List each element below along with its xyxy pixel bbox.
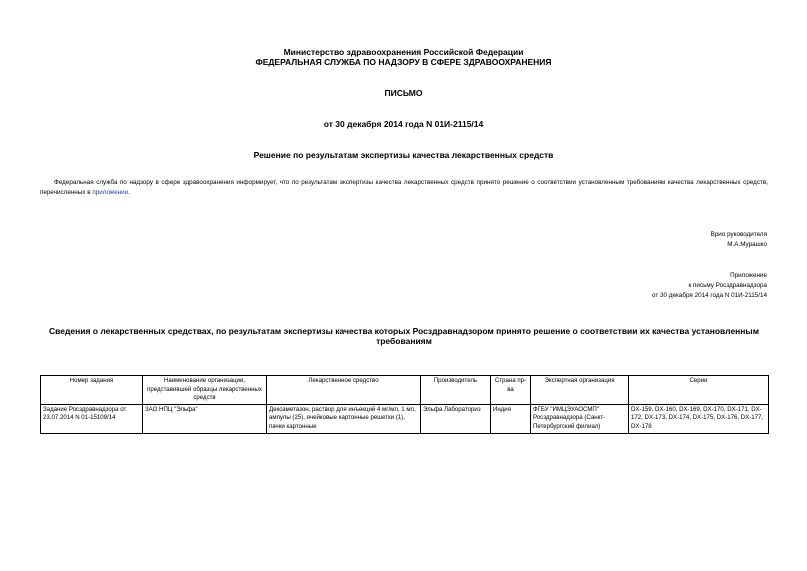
column-header-country: Страна пр-ва bbox=[491, 376, 531, 405]
cell-manufacturer: Эльфа Лабораториз bbox=[421, 404, 491, 433]
cell-organization: ЗАО НПЦ "Эльфа" bbox=[143, 404, 267, 433]
appendix-to-letter: к письму Росздравнадзора bbox=[688, 282, 767, 289]
service-name: ФЕДЕРАЛЬНАЯ СЛУЖБА ПО НАДЗОРУ В СФЕРЕ ЗДРАВООХРАНЕНИЯ bbox=[255, 57, 552, 67]
body-paragraph bbox=[40, 178, 768, 197]
column-header-organization: Наименование организации, представившей образцы лекарственных средств bbox=[143, 376, 267, 405]
appendix-title: Сведения о лекарственных средствах, по результатам экспертизы качества которых Росздравнадзором принято решение о соответствии их качества установленным требованиям bbox=[49, 326, 759, 346]
medicines-table bbox=[40, 375, 769, 434]
table-row bbox=[41, 404, 769, 433]
cell-series: DX-159, DX-160, DX-169, DX-170, DX-171, DX-172, DX-173, DX-174, DX-175, DX-176, DX-177, DX-178 bbox=[629, 404, 769, 433]
appendix-link[interactable]: приложении bbox=[92, 188, 129, 196]
column-header-expert-organization: Экспертная организация bbox=[531, 376, 629, 405]
column-header-medicine: Лекарственное средство bbox=[267, 376, 421, 405]
cell-country: Индия bbox=[491, 404, 531, 433]
column-header-task-number: Номер задания bbox=[41, 376, 143, 405]
column-header-series: Серии bbox=[629, 376, 769, 405]
document-type: ПИСЬМО bbox=[384, 88, 423, 98]
document-date-number: от 30 декабря 2014 года N 01И-2115/14 bbox=[323, 119, 484, 129]
ministry-name: Министерство здравоохранения Российской Федерации bbox=[283, 47, 524, 57]
signature-position: Врио руководителя bbox=[710, 231, 767, 238]
document-subject: Решение по результатам экспертизы качества лекарственных средств bbox=[253, 150, 554, 160]
column-header-manufacturer: Производитель bbox=[421, 376, 491, 405]
body-text-before-link: Федеральная служба по надзору в сфере здравоохранения информирует, что по результатам экспертизы качества лекарственных средств принято решение о соответствии установленным требованиям качества лекарственных средств, перечисленных в bbox=[40, 179, 768, 196]
body-text-after-link: . bbox=[128, 188, 130, 196]
cell-expert-organization: ФГБУ "ИМЦЭУАОСМП" Росздравнадзора (Санкт-Петербургский филиал) bbox=[531, 404, 629, 433]
cell-medicine: Дексаметазон, раствор для инъекций 4 мг/мл, 1 мл, ампулы (25), ячейковые картонные решетки (1), пачки картонные bbox=[267, 404, 421, 433]
appendix-label: Приложение bbox=[730, 272, 767, 279]
appendix-date-number: от 30 декабря 2014 года N 01И-2115/14 bbox=[652, 292, 767, 299]
signature-name: М.А.Мурашко bbox=[727, 241, 767, 248]
table-header-row bbox=[41, 376, 769, 405]
cell-task-number: Задание Росздравнадзора от 23.07.2014 N 01-15109/14 bbox=[41, 404, 143, 433]
